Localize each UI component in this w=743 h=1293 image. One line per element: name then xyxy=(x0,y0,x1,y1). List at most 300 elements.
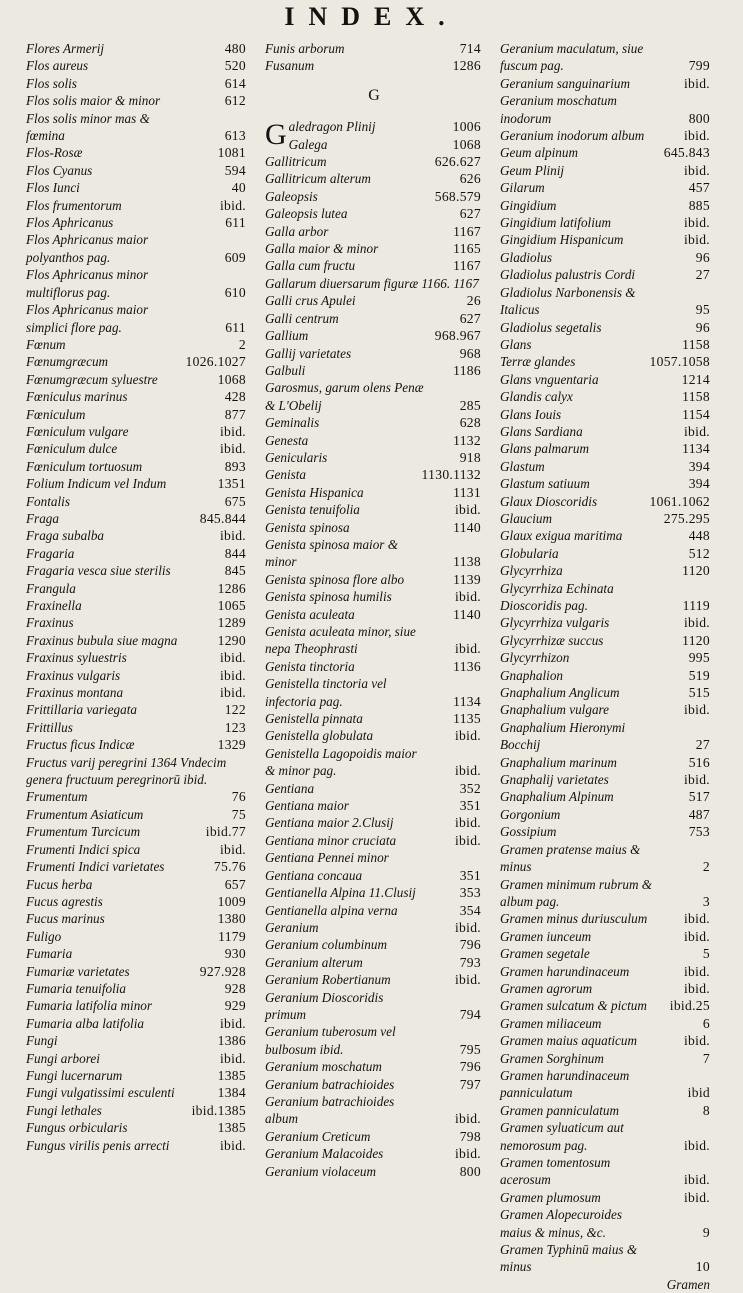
entry-page: ibid. xyxy=(683,615,710,631)
entry-page: 1384 xyxy=(217,1085,246,1101)
entry-page: ibid. xyxy=(219,841,246,857)
entry-term: Glans vnguentaria xyxy=(500,371,599,387)
entry-page: 27 xyxy=(695,737,710,753)
entry-term: Fumaria tenuifolia xyxy=(26,980,127,996)
index-column-1 xyxy=(26,40,248,1154)
entry-page: 6 xyxy=(702,1015,710,1031)
entry-page: 1380 xyxy=(217,911,246,927)
entry-page: 1138 xyxy=(453,554,481,570)
index-entry xyxy=(265,710,483,727)
entry-page: 457 xyxy=(688,180,710,196)
entry-page: 796 xyxy=(459,937,481,953)
index-entry xyxy=(265,849,483,866)
section-letter: G xyxy=(368,86,380,104)
entry-page: 1026.1027 xyxy=(185,354,246,370)
entry-page: ibid. xyxy=(219,685,246,701)
entry-page: 3 xyxy=(702,893,710,909)
entry-term: Globularia xyxy=(500,545,559,561)
entry-page: 1134 xyxy=(682,441,710,457)
entry-term: Glans Sardiana xyxy=(500,423,583,439)
entry-page: 275.295 xyxy=(663,510,710,526)
entry-page: ibid. xyxy=(683,75,710,91)
index-entry xyxy=(26,301,248,336)
entry-term: Gilarum xyxy=(500,180,545,196)
index-entry xyxy=(265,606,483,623)
index-entry xyxy=(26,649,248,666)
entry-term: Gnaphalium vulgare xyxy=(500,702,610,718)
index-entry xyxy=(265,449,483,466)
entry-page: 353 xyxy=(459,885,481,901)
entry-page: ibid.25 xyxy=(669,998,710,1014)
index-entry xyxy=(265,153,483,170)
entry-page: 645.843 xyxy=(663,145,710,161)
index-entry xyxy=(265,797,483,814)
entry-term: Frumentum Turcicum xyxy=(26,824,141,840)
index-entry xyxy=(500,510,712,527)
entry-page: ibid. xyxy=(683,162,710,178)
entry-page: 594 xyxy=(224,162,246,178)
entry-term: Gnaphalium Anglicum xyxy=(500,685,620,701)
entry-term: Fungi vulgatissimi esculenti xyxy=(26,1085,175,1101)
entry-term: Genista aculeata xyxy=(265,606,355,622)
entry-page: 1386 xyxy=(217,1033,246,1049)
entry-term: Frittillaria variegata xyxy=(26,702,137,718)
index-column-2 xyxy=(265,40,483,1180)
index-entry xyxy=(265,57,483,74)
entry-term: Gossipium xyxy=(500,824,557,840)
index-entry xyxy=(265,1163,483,1180)
entry-page: ibid. xyxy=(454,1111,481,1127)
entry-term: Gnaphalium Hieronymi Bocchij xyxy=(500,719,626,753)
entry-term: Galla maior & minor xyxy=(265,241,379,257)
index-entry xyxy=(500,823,712,840)
index-entry xyxy=(26,197,248,214)
entry-term: Fœnum xyxy=(26,336,66,352)
entry-page: 796 xyxy=(459,1059,481,1075)
entry-term: Fungi lucernarum xyxy=(26,1067,123,1083)
index-entry xyxy=(500,1067,712,1102)
index-entry xyxy=(500,684,712,701)
entry-page: 568.579 xyxy=(434,188,481,204)
index-entry xyxy=(500,1015,712,1032)
index-entry xyxy=(500,1050,712,1067)
entry-term: Geranium sanguinarium xyxy=(500,75,631,91)
index-entry xyxy=(500,562,712,579)
entry-term: Fraxinus xyxy=(26,615,74,631)
entry-term: Flos Iunci xyxy=(26,180,80,196)
index-entry xyxy=(26,788,248,805)
index-entry xyxy=(26,980,248,997)
entry-page: 1329 xyxy=(217,737,246,753)
index-entry xyxy=(265,1023,483,1058)
entry-page: ibid. xyxy=(683,1137,710,1153)
index-entry xyxy=(265,571,483,588)
entry-term: Flos solis maior & minor xyxy=(26,93,161,109)
entry-term: Gramen sulcatum & pictum xyxy=(500,998,647,1014)
entry-term: Fragaria vesca siue sterilis xyxy=(26,563,171,579)
index-entry xyxy=(500,1241,712,1276)
entry-term: Gentianella Alpina 11.Clusij xyxy=(265,885,416,901)
entry-term: Galega xyxy=(288,136,328,152)
entry-page: 918 xyxy=(459,449,481,465)
entry-page: ibid. xyxy=(454,972,481,988)
entry-term: Fœnumgræcum syluestre xyxy=(26,371,158,387)
entry-page: ibid. xyxy=(683,128,710,144)
index-entry xyxy=(500,336,712,353)
index-entry xyxy=(26,1102,248,1119)
entry-page: 1139 xyxy=(453,571,481,587)
index-entry xyxy=(265,223,483,240)
entry-term: Glycyrrhizæ succus xyxy=(500,632,604,648)
index-entry xyxy=(26,92,248,109)
index-entry xyxy=(500,545,712,562)
index-entry xyxy=(26,440,248,457)
entry-page: 627 xyxy=(459,310,481,326)
entry-page: ibid. xyxy=(219,197,246,213)
entry-page: 1140 xyxy=(453,519,481,535)
entry-term: Glycyrrhiza Echinata Dioscoridis pag. xyxy=(500,580,614,613)
entry-page: 2 xyxy=(238,336,246,352)
entry-term: Gramen maius aquaticum xyxy=(500,1033,637,1049)
entry-page: 75.76 xyxy=(213,859,246,875)
entry-page: 1158 xyxy=(682,389,710,405)
entry-page: 520 xyxy=(224,58,246,74)
entry-page: ibid. xyxy=(683,772,710,788)
index-entry xyxy=(500,754,712,771)
index-entry xyxy=(500,614,712,631)
entry-page: ibid. xyxy=(683,232,710,248)
index-entry xyxy=(26,1015,248,1032)
entry-page: 1057.1058 xyxy=(649,354,710,370)
entry-term: Folium Indicum vel Indum xyxy=(26,476,167,492)
index-entry xyxy=(265,902,483,919)
index-entry xyxy=(500,719,712,754)
entry-term: Genista spinosa flore albo xyxy=(265,571,405,587)
entry-term: Gingidium latifolium xyxy=(500,215,611,231)
entry-term: Genistella Lagopoidis maior & minor pag. xyxy=(265,745,417,779)
index-entry xyxy=(265,40,483,57)
entry-term: Fraga xyxy=(26,510,59,526)
entry-term: Gladiolus xyxy=(500,249,553,265)
index-entry xyxy=(26,458,248,475)
entry-page: 480 xyxy=(224,41,246,56)
entry-page: 7 xyxy=(702,1050,710,1066)
index-entry xyxy=(26,353,248,370)
index-entry xyxy=(26,945,248,962)
entry-page: ibid. xyxy=(683,963,710,979)
entry-term: Geranium xyxy=(265,919,319,935)
index-entry xyxy=(26,1137,248,1154)
entry-term: Fucus marinus xyxy=(26,911,105,927)
entry-term: Geum alpinum xyxy=(500,145,579,161)
index-entry xyxy=(265,588,483,605)
entry-term: Geranium Robertianum xyxy=(265,972,391,988)
entry-term: Glandis calyx xyxy=(500,389,573,405)
entry-term: Gramen Alopecuroides maius & minus, &c. xyxy=(500,1207,622,1240)
index-entry xyxy=(26,57,248,74)
index-entry xyxy=(265,345,483,362)
entry-page: 285 xyxy=(459,397,481,413)
index-entry xyxy=(265,884,483,901)
entry-term: Gnaphalium marinum xyxy=(500,754,617,770)
entry-term: Fragaria xyxy=(26,545,75,561)
entry-page: 628 xyxy=(459,415,481,431)
entry-term: Geranium moschatum inodorum xyxy=(500,93,617,126)
entry-page: 612 xyxy=(224,93,246,109)
entry-page: 968.967 xyxy=(434,328,481,344)
index-entry xyxy=(500,806,712,823)
entry-page: 1120 xyxy=(682,632,710,648)
index-entry xyxy=(500,1189,712,1206)
index-entry xyxy=(500,841,712,876)
entry-term: Gentianella alpina verna xyxy=(265,902,398,918)
entry-term: Gladiolus segetalis xyxy=(500,319,602,335)
entry-page: 995 xyxy=(688,650,710,666)
entry-term: Gramen harundinaceum xyxy=(500,963,630,979)
entry-term: Geranium inodorum album xyxy=(500,128,645,144)
entry-term: Fungus orbicularis xyxy=(26,1120,128,1136)
entry-page: ibid. xyxy=(683,702,710,718)
entry-page: 1120 xyxy=(682,563,710,579)
entry-page: 40 xyxy=(231,180,246,196)
index-entry xyxy=(500,249,712,266)
entry-term: Genesta xyxy=(265,432,309,448)
index-entry xyxy=(265,623,483,658)
entry-page: 626 xyxy=(459,171,481,187)
entry-page: 394 xyxy=(688,458,710,474)
entry-page: ibid.77 xyxy=(205,824,246,840)
index-entry xyxy=(265,310,483,327)
entry-page: 930 xyxy=(224,946,246,962)
entry-term: Terræ glandes xyxy=(500,354,576,370)
index-entry xyxy=(500,284,712,319)
index-entry xyxy=(265,1093,483,1128)
entry-page: 613 xyxy=(224,128,246,144)
index-entry xyxy=(265,954,483,971)
entry-term: Gramen pratense maius & minus xyxy=(500,841,641,875)
index-entry xyxy=(26,597,248,614)
entry-page: 1134 xyxy=(453,693,481,709)
entry-page: 844 xyxy=(224,545,246,561)
entry-page: 515 xyxy=(688,685,710,701)
entry-page: ibid. xyxy=(219,423,246,439)
index-entry xyxy=(265,1145,483,1162)
entry-page: 26 xyxy=(466,293,481,309)
entry-term: Geranium batrachioides xyxy=(265,1076,395,1092)
index-entry xyxy=(500,493,712,510)
entry-page: 611 xyxy=(225,215,246,231)
entry-term: Flos Aphricanus minor multiflorus pag. xyxy=(26,267,149,300)
index-entry xyxy=(265,414,483,431)
index-entry xyxy=(265,432,483,449)
entry-term: Gramen harundinaceum panniculatum xyxy=(500,1067,630,1101)
index-entry xyxy=(265,814,483,831)
entry-page: ibid. xyxy=(683,423,710,439)
entry-term: Frangula xyxy=(26,580,76,596)
entry-term: Funis arborum xyxy=(265,41,345,56)
index-entry xyxy=(26,684,248,701)
index-entry xyxy=(265,484,483,501)
entry-term: Geranium batrachioides album xyxy=(265,1093,395,1127)
entry-term: Fructus varij peregrini 1364 Vndecim genera fructuum peregrinorū ibid. xyxy=(26,754,227,788)
entry-term: Fœniculum xyxy=(26,406,86,422)
entry-page: ibid. xyxy=(454,919,481,935)
entry-term: Geranium violaceum xyxy=(265,1163,376,1179)
index-entry xyxy=(500,127,712,144)
entry-term: Galli centrum xyxy=(265,310,339,326)
index-entry xyxy=(500,388,712,405)
index-entry xyxy=(500,963,712,980)
index-entry xyxy=(26,1119,248,1136)
entry-term: Flos solis minor mas & fœmina xyxy=(26,110,150,144)
entry-term: Gentiana xyxy=(265,780,315,796)
entry-term: Gramen tomentosum acerosum xyxy=(500,1155,611,1188)
entry-term: Fraga subalba xyxy=(26,528,105,544)
index-entry xyxy=(26,736,248,753)
index-entry xyxy=(500,876,712,911)
index-entry xyxy=(500,179,712,196)
index-entry xyxy=(265,745,483,780)
entry-term: Fœniculum dulce xyxy=(26,441,118,457)
entry-term: Genista xyxy=(265,467,307,483)
index-entry xyxy=(265,989,483,1024)
entry-page: 519 xyxy=(688,667,710,683)
entry-page: 1068 xyxy=(217,371,246,387)
entry-page: 1130.1132 xyxy=(421,467,481,483)
entry-term: Geminalis xyxy=(265,415,320,431)
entry-term: Geranium Dioscoridis primum xyxy=(265,989,384,1022)
entry-term: Glycyrrhizon xyxy=(500,650,570,666)
entry-term: Genistella pinnata xyxy=(265,711,363,727)
entry-page: 1119 xyxy=(682,598,710,613)
entry-term: Galeopsis xyxy=(265,188,318,204)
index-entry xyxy=(26,754,248,789)
index-entry xyxy=(26,823,248,840)
index-entry xyxy=(26,110,248,145)
index-entry xyxy=(500,353,712,370)
entry-term: Fumaria alba latifolia xyxy=(26,1015,144,1031)
entry-term: Gentiana Pennei minor xyxy=(265,850,389,866)
entry-page: 794 xyxy=(459,1006,481,1022)
entry-page: 753 xyxy=(688,824,710,840)
entry-page: 845.844 xyxy=(199,510,246,526)
entry-term: Fungi xyxy=(26,1033,58,1049)
entry-term: aledragon Plinij xyxy=(288,119,376,135)
entry-term: Frumentum xyxy=(26,789,88,805)
entry-page: ibid. xyxy=(683,928,710,944)
index-entry xyxy=(500,997,712,1014)
entry-term: Glaucium xyxy=(500,510,553,526)
entry-page: 877 xyxy=(224,406,246,422)
entry-page: 75 xyxy=(231,806,246,822)
index-entry xyxy=(26,231,248,266)
entry-term: Galla cum fructu xyxy=(265,258,356,274)
entry-page: 1167 xyxy=(453,258,481,274)
index-entry xyxy=(265,971,483,988)
entry-term: Gentiana maior 2.Clusij xyxy=(265,815,394,831)
entry-page: 1385 xyxy=(217,1067,246,1083)
entry-page: 394 xyxy=(688,476,710,492)
index-entry xyxy=(500,928,712,945)
entry-term: Fungi arborei xyxy=(26,1050,100,1066)
entry-page: 9 xyxy=(702,1224,710,1240)
index-entry xyxy=(265,188,483,205)
index-entry xyxy=(26,162,248,179)
index-entry xyxy=(500,266,712,283)
index-entry xyxy=(265,919,483,936)
entry-term: Galbuli xyxy=(265,362,306,378)
entry-term: Gnaphalion xyxy=(500,667,564,683)
entry-page: ibid. xyxy=(454,763,481,779)
entry-page: 626.627 xyxy=(434,154,481,170)
index-entry xyxy=(26,40,248,57)
entry-page: 517 xyxy=(688,789,710,805)
entry-page: 1286 xyxy=(452,58,481,74)
entry-page: 10 xyxy=(695,1259,710,1275)
entry-term: Gramen plumosum xyxy=(500,1189,601,1205)
entry-term: Flos-Rosæ xyxy=(26,145,83,161)
entry-page: 800 xyxy=(459,1163,481,1179)
entry-page: ibid. xyxy=(454,1146,481,1162)
index-entry xyxy=(265,466,483,483)
index-entry xyxy=(500,980,712,997)
entry-page: 929 xyxy=(224,998,246,1014)
entry-term: Flos Aphricanus xyxy=(26,215,114,231)
entry-term: Fraxinus syluestris xyxy=(26,650,127,666)
index-entry xyxy=(26,475,248,492)
entry-page: ibid. xyxy=(454,815,481,831)
page-header: INDEX. xyxy=(284,2,459,31)
index-entry xyxy=(26,580,248,597)
entry-page: 927.928 xyxy=(199,963,246,979)
entry-page: ibid. xyxy=(219,528,246,544)
entry-page: 428 xyxy=(224,389,246,405)
index-entry xyxy=(265,379,483,414)
entry-page: 675 xyxy=(224,493,246,509)
entry-page: 1385 xyxy=(217,1120,246,1136)
entry-term: Genista tenuifolia xyxy=(265,502,360,518)
index-entry xyxy=(500,162,712,179)
entry-page: 1154 xyxy=(682,406,710,422)
entry-page: 448 xyxy=(688,528,710,544)
index-entry xyxy=(265,275,483,292)
entry-term: Gallarum diuersarum figuræ 1166. 1167 xyxy=(265,275,479,291)
index-entry xyxy=(265,832,483,849)
entry-term: Fusanum xyxy=(265,58,315,74)
entry-page: 657 xyxy=(224,876,246,892)
entry-term: Gramen segetale xyxy=(500,946,590,962)
entry-page: 1179 xyxy=(218,928,246,944)
entry-term: Fœnumgræcum xyxy=(26,354,109,370)
entry-term: Gramen minus duriusculum xyxy=(500,911,648,927)
entry-term: Gallij varietates xyxy=(265,345,352,361)
index-entry xyxy=(500,475,712,492)
index-entry xyxy=(265,292,483,309)
entry-term: Gentiana minor cruciata xyxy=(265,832,397,848)
index-entry xyxy=(26,701,248,718)
index-entry xyxy=(26,562,248,579)
index-entry xyxy=(500,1032,712,1049)
index-entry xyxy=(500,92,712,127)
entry-page: 351 xyxy=(459,867,481,883)
index-entry xyxy=(500,75,712,92)
entry-page: 795 xyxy=(459,1041,481,1057)
index-column-3 xyxy=(500,40,712,1293)
index-entry xyxy=(500,458,712,475)
index-entry xyxy=(500,649,712,666)
entry-term: Fraxinus vulgaris xyxy=(26,667,121,683)
entry-page: 893 xyxy=(224,458,246,474)
